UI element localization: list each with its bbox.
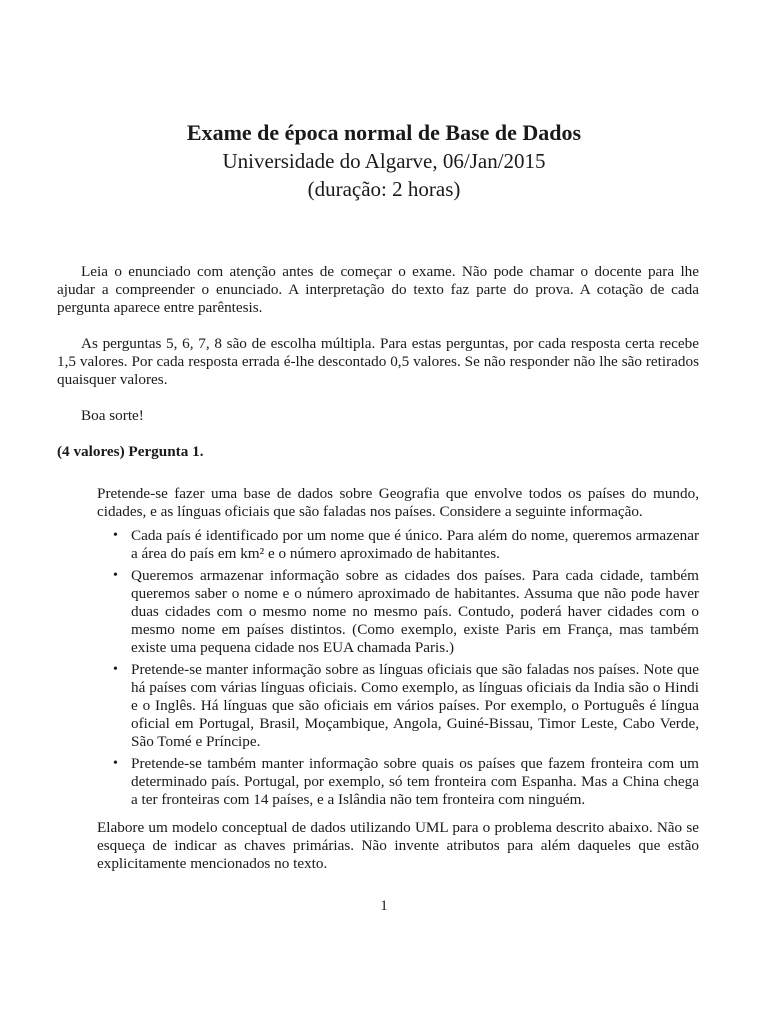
- bullet-icon: •: [113, 756, 118, 771]
- bullet-text: Pretende-se também manter informação sobre quais os países que fazem fronteira com um determinado país. Portugal, por exemplo, só tem fronteira com Espanha. Mas a China chega a ter fronteiras com 14 países, e a Islândia não tem fronteira com ninguém.: [131, 755, 699, 808]
- exam-duration: (duração: 2 horas): [307, 177, 461, 201]
- bullet-item: [113, 527, 699, 563]
- bullet-text: Cada país é identificado por um nome que é único. Para além do nome, queremos armazenar a área do país em km² e o número aproximado de habitantes.: [131, 527, 699, 562]
- bullet-text: Queremos armazenar informação sobre as cidades dos países. Para cada cidade, também queremos saber o nome e o número aproximado de habitantes. Assuma que não pode haver duas cidades com o mesmo nome no mesmo país. Contudo, poderá haver cidades com o mesmo nome em países distintos. (Como exemplo, existe Paris em França, mas também existe uma pequena cidade nos EUA chamada Paris.): [131, 567, 699, 656]
- instruction-paragraph: Leia o enunciado com atenção antes de começar o exame. Não pode chamar o docente para lhe ajudar a compreender o enunciado. A interpretação do texto faz parte do prova. A cotação de cada pergunta aparece entre parêntesis.: [57, 263, 699, 316]
- question-1-task: Elabore um modelo conceptual de dados utilizando UML para o problema descrito abaixo. Não se esqueça de indicar as chaves primárias. Não invente atributos para além daqueles que estão explicitamente mencionados no texto.: [97, 819, 699, 872]
- bullet-icon: •: [113, 662, 118, 677]
- exam-title: Exame de época normal de Base de Dados: [186, 120, 582, 145]
- bullet-item: [113, 567, 699, 657]
- bullet-item: [113, 755, 699, 809]
- instruction-paragraph: As perguntas 5, 6, 7, 8 são de escolha múltipla. Para estas perguntas, por cada resposta certa recebe 1,5 valores. Por cada resposta errada é-lhe descontado 0,5 valores. Se não responder não lhe são retirados quaisquer valores.: [57, 335, 699, 388]
- question-1-heading: (4 valores) Pergunta 1.: [57, 443, 204, 460]
- page-number: 1: [380, 898, 388, 914]
- question-1-bullet-list: [97, 527, 699, 809]
- bullet-item: [113, 661, 699, 751]
- question-1-intro: Pretende-se fazer uma base de dados sobre Geografia que envolve todos os países do mundo, cidades, e as línguas oficiais que são faladas nos países. Considere a seguinte informação.: [97, 485, 699, 520]
- instruction-paragraph: Boa sorte!: [81, 407, 144, 424]
- exam-body: [57, 263, 699, 873]
- exam-university-date: Universidade do Algarve, 06/Jan/2015: [222, 149, 546, 173]
- bullet-icon: •: [113, 568, 118, 583]
- question-1-content: [97, 485, 699, 873]
- bullet-icon: •: [113, 528, 118, 543]
- title-block: [0, 118, 768, 203]
- bullet-text: Pretende-se manter informação sobre as línguas oficiais que são faladas nos países. Note que há países com várias línguas oficiais. Como exemplo, as línguas oficiais da India são o Hindi e o Inglês. Há línguas que são oficiais em vários países. Por exemplo, o Português é língua oficial em Portugal, Brasil, Moçambique, Angola, Guiné-Bissau, Timor Leste, Cabo Verde, São Tomé e Príncipe.: [131, 661, 699, 750]
